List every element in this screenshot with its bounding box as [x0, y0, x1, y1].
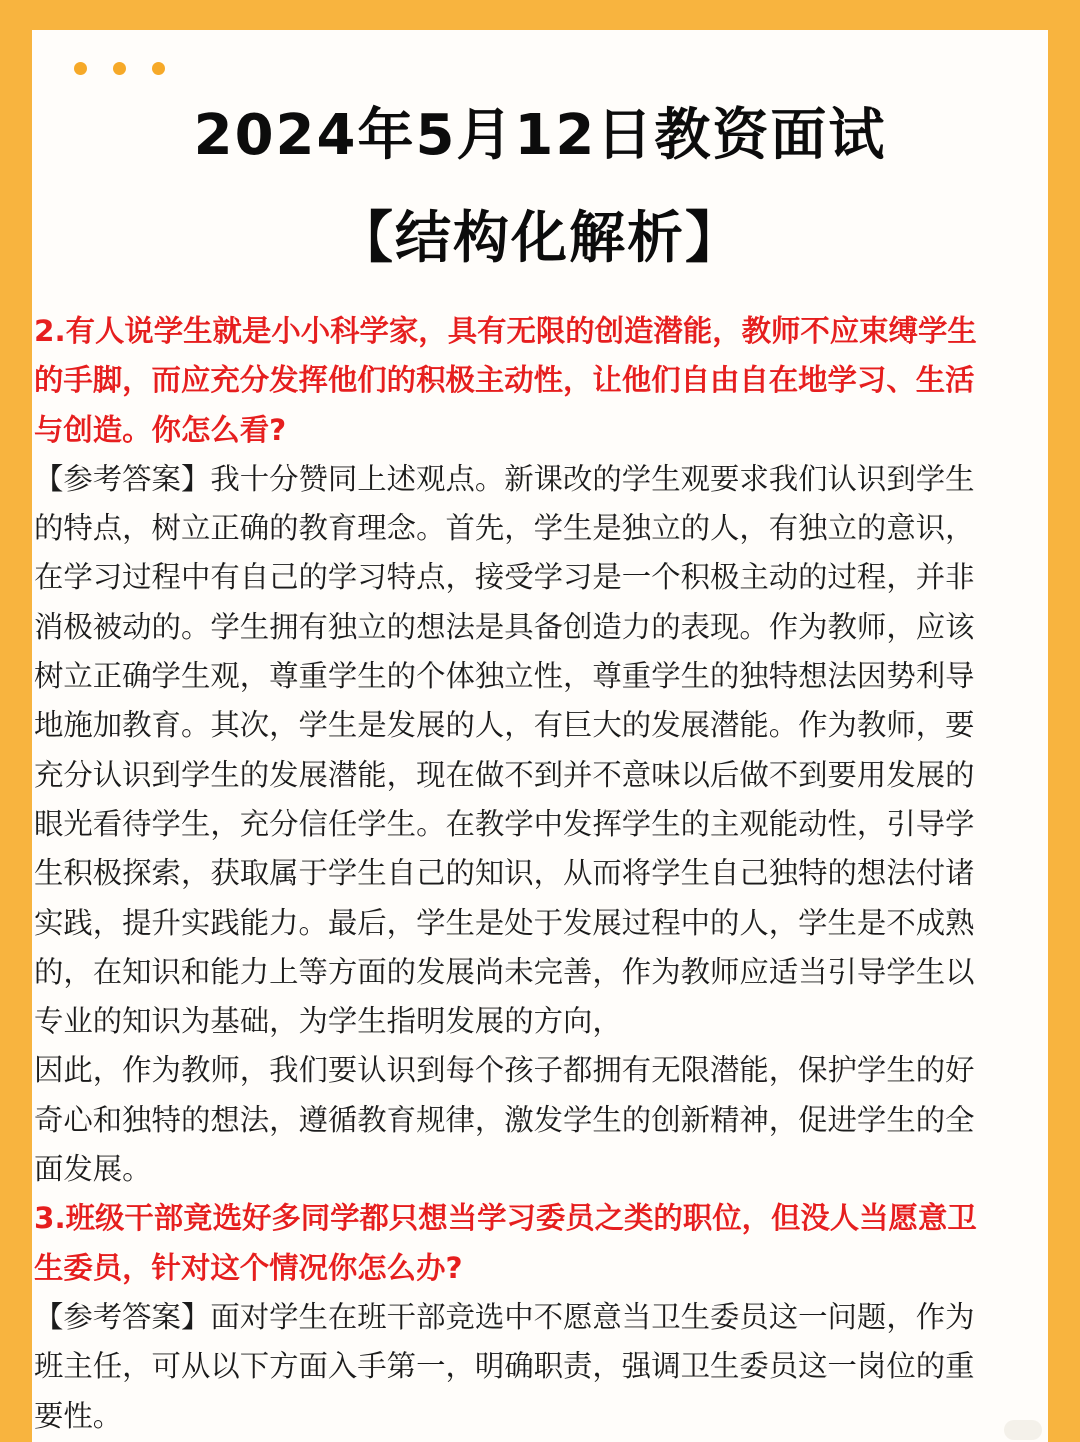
question-line: 3.班级干部竟选好多同学都只想当学习委员之类的职位，但没人当愿意卫	[34, 1201, 977, 1236]
answer-line: 专业的知识为基础，为学生指明发展的方向，	[34, 1004, 622, 1039]
decorative-dots	[74, 62, 165, 76]
dot-icon	[152, 62, 165, 75]
answer-line: 树立正确学生观，尊重学生的个体独立性，尊重学生的独特想法因势利导	[34, 659, 975, 694]
answer-line: 充分认识到学生的发展潜能，现在做不到并不意味以后做不到要用发展的	[34, 757, 975, 792]
answer-line: 眼光看待学生，充分信任学生。在教学中发挥学生的主观能动性，引导学	[34, 806, 975, 841]
answer-line: 的特点，树立正确的教育理念。首先，学生是独立的人，有独立的意识，	[34, 511, 975, 546]
title-line-2: 【结构化解析】	[337, 206, 743, 271]
answer-line: 地施加教育。其次，学生是发展的人，有巨大的发展潜能。作为教师，要	[34, 708, 975, 743]
answer-line: 【参考答案】面对学生在班干部竞选中不愿意当卫生委员这一问题，作为	[34, 1299, 975, 1334]
answer-line: 奇心和独特的想法，遵循教育规律，激发学生的创新精神，促进学生的全	[34, 1102, 975, 1137]
question-line: 与创造。你怎么看?	[34, 412, 287, 447]
document-card	[32, 30, 1048, 1442]
answer-line: 【参考答案】我十分赞同上述观点。新课改的学生观要求我们认识到学生	[34, 461, 975, 496]
answer-line: 面发展。	[34, 1152, 152, 1187]
title-line-1: 2024年5月12日教资面试	[193, 103, 887, 168]
question-line: 2.有人说学生就是小小科学家，具有无限的创造潜能，教师不应束缚学生	[34, 314, 977, 348]
dot-icon	[113, 62, 126, 75]
answer-line: 生积极探索，获取属于学生自己的知识，从而将学生自己独特的想法付诸	[34, 856, 975, 891]
answer-line: 消极被动的。学生拥有独立的想法是具备创造力的表现。作为教师，应该	[34, 609, 975, 644]
answer-line: 的，在知识和能力上等方面的发展尚未完善，作为教师应适当引导学生以	[34, 954, 975, 989]
answer-line: 因此，作为教师，我们要认识到每个孩子都拥有无限潜能，保护学生的好	[34, 1053, 975, 1088]
answer-line: 要性。	[34, 1398, 123, 1433]
question-line: 生委员，针对这个情况你怎么办?	[34, 1250, 463, 1285]
answer-line: 在学习过程中有自己的学习特点，接受学习是一个积极主动的过程，并非	[34, 560, 975, 595]
answer-line: 实践，提升实践能力。最后，学生是处于发展过程中的人，学生是不成熟	[34, 905, 975, 940]
watermark-badge	[1004, 1420, 1042, 1440]
answer-line: 班主任，可从以下方面入手第一，明确职责，强调卫生委员这一岗位的重	[34, 1349, 975, 1384]
article-body	[34, 307, 1034, 1441]
question-line: 的手脚，而应充分发挥他们的积极主动性，让他们自由自在地学习、生活	[34, 363, 975, 398]
dot-icon	[74, 62, 87, 75]
page-title	[32, 84, 1048, 290]
